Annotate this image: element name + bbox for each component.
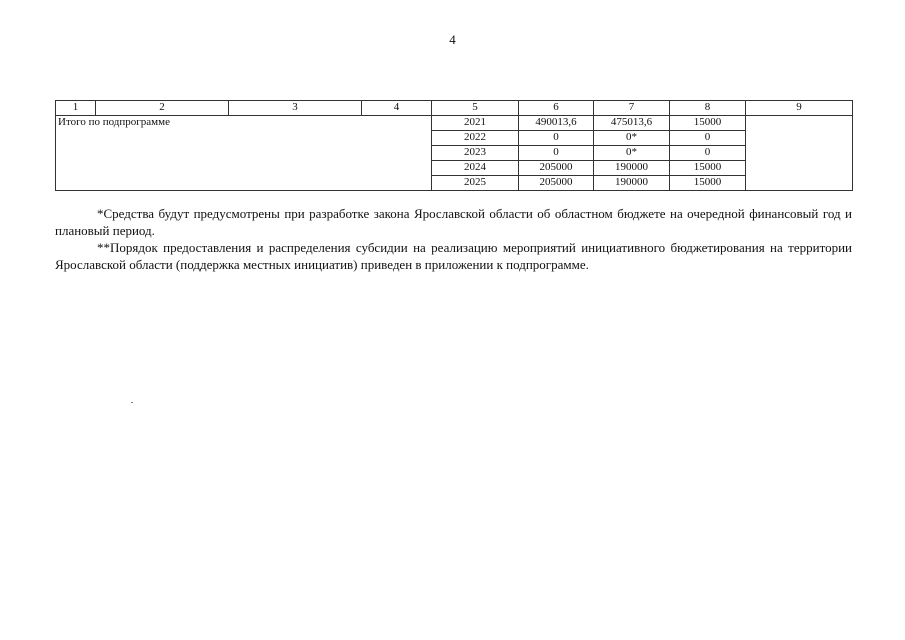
header-cell: 5 [432, 101, 519, 116]
footnotes [55, 205, 852, 273]
empty-cell [746, 116, 853, 191]
year-cell: 2024 [432, 161, 519, 176]
value-cell: 0 [519, 146, 594, 161]
value-cell: 15000 [670, 116, 746, 131]
header-cell: 8 [670, 101, 746, 116]
header-cell: 2 [96, 101, 229, 116]
table-row [56, 116, 853, 131]
page-number: 4 [449, 32, 456, 47]
budget-table [55, 100, 853, 191]
header-row [56, 101, 853, 116]
value-cell: 0 [670, 146, 746, 161]
header-cell: 7 [594, 101, 670, 116]
value-cell: 490013,6 [519, 116, 594, 131]
header-cell: 1 [56, 101, 96, 116]
year-cell: 2021 [432, 116, 519, 131]
value-cell: 205000 [519, 161, 594, 176]
total-label: Итого по подпрограмме [56, 116, 432, 191]
value-cell: 0* [594, 146, 670, 161]
scan-speck [131, 402, 133, 403]
value-cell: 15000 [670, 176, 746, 191]
value-cell: 0 [670, 131, 746, 146]
value-cell: 0* [594, 131, 670, 146]
footnote-2: **Порядок предоставления и распределения субсидии на реализацию мероприятий инициативного бюджетирования на территории Ярославской области (поддержка местных инициатив) приведен в приложении к подпрограмме. [55, 240, 852, 272]
year-cell: 2025 [432, 176, 519, 191]
value-cell: 0 [519, 131, 594, 146]
footnote-1: *Средства будут предусмотрены при разработке закона Ярославской области об областном бюджете на очередной финансовый год и плановый период. [55, 206, 852, 238]
year-cell: 2022 [432, 131, 519, 146]
header-cell: 4 [362, 101, 432, 116]
value-cell: 190000 [594, 161, 670, 176]
value-cell: 190000 [594, 176, 670, 191]
year-cell: 2023 [432, 146, 519, 161]
value-cell: 475013,6 [594, 116, 670, 131]
value-cell: 205000 [519, 176, 594, 191]
header-cell: 3 [229, 101, 362, 116]
value-cell: 15000 [670, 161, 746, 176]
header-cell: 6 [519, 101, 594, 116]
header-cell: 9 [746, 101, 853, 116]
